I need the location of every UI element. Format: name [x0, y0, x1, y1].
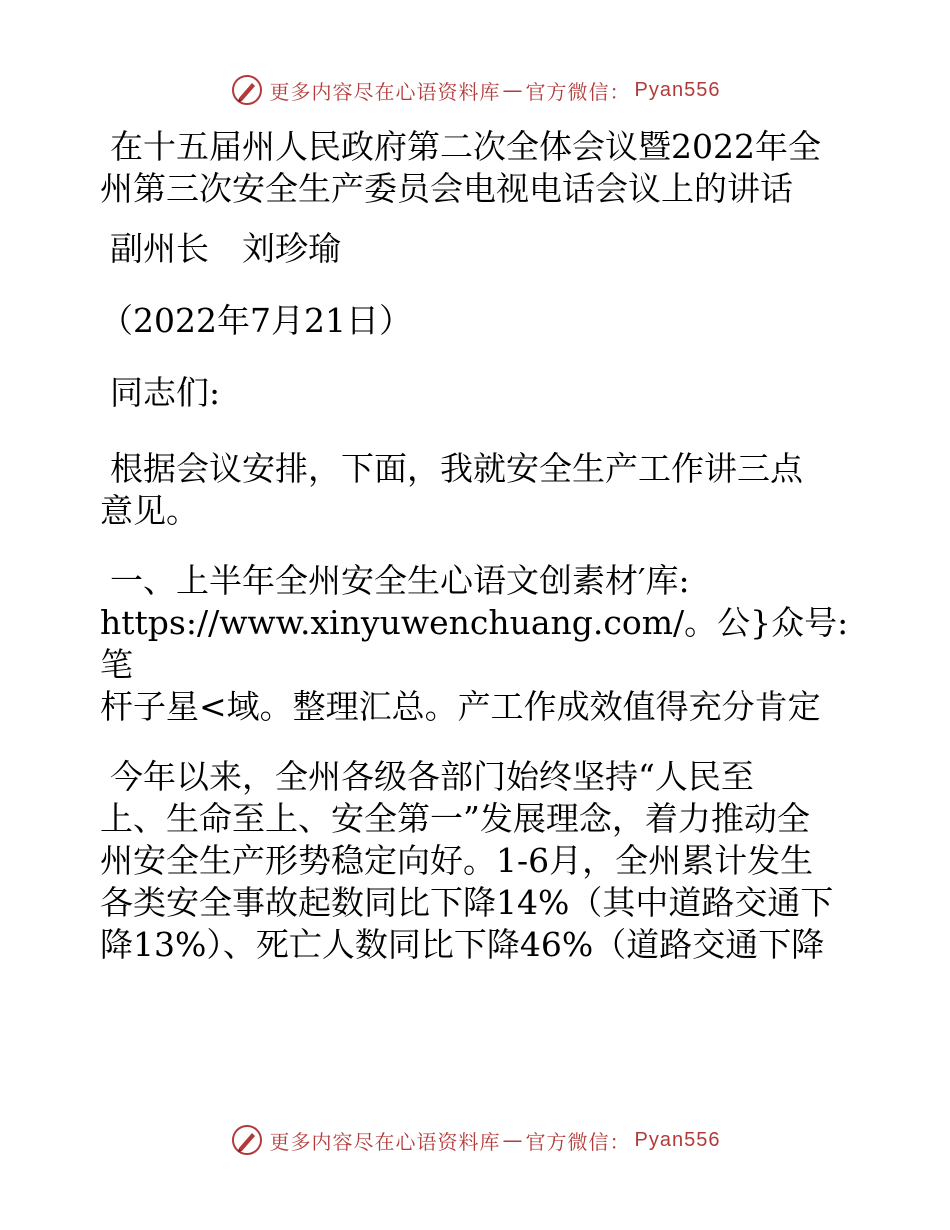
- watermark-wechat-id: Pyan556: [634, 78, 721, 101]
- watermark-header: [0, 70, 950, 110]
- paragraph-line: 一、上半年全州安全生心语文创素材′库:: [110, 561, 690, 600]
- watermark-wechat-id: Pyan556: [634, 1128, 721, 1151]
- greeting: 同志们:: [110, 373, 221, 412]
- watermark-footer: [0, 1120, 950, 1160]
- document-title: [100, 126, 850, 210]
- paragraph-line: 今年以来，全州各级各部门始终坚持“人民至: [110, 757, 754, 796]
- watermark-text: 更多内容尽在心语资料库: [269, 1129, 501, 1154]
- paragraph-line: 各类安全事故起数同比下降14%（其中道路交通下: [100, 883, 834, 922]
- paragraph-line: 上、生命至上、安全第一”发展理念，着力推动全: [100, 799, 810, 838]
- paragraph-line: 杆子星<域。整理汇总。产工作成效值得充分肯定: [100, 687, 821, 726]
- date-line: （2022年7月21日）: [100, 301, 412, 340]
- paragraph-line: 意见。: [100, 491, 199, 530]
- title-line: 州第三次安全生产委员会电视电话会议上的讲话: [100, 169, 793, 208]
- pen-logo-icon: [230, 73, 264, 107]
- watermark-separator: —: [502, 78, 524, 102]
- section-heading-1: [100, 560, 850, 728]
- paragraph-line: 根据会议安排，下面，我就安全生产工作讲三点: [110, 449, 803, 488]
- watermark-suffix: 官方微信：: [525, 1129, 631, 1154]
- speaker-line: 副州长 刘珍瑜: [110, 229, 341, 268]
- watermark-suffix: 官方微信：: [525, 79, 631, 104]
- body-paragraph: [100, 756, 850, 966]
- watermark-text: 更多内容尽在心语资料库: [269, 79, 501, 104]
- pen-logo-icon: [230, 1123, 264, 1157]
- paragraph-line: 降13%）、死亡人数同比下降46%（道路交通下降: [100, 925, 825, 964]
- title-line: 在十五届州人民政府第二次全体会议暨2022年全: [110, 127, 821, 166]
- intro-paragraph: [100, 448, 850, 532]
- paragraph-line: https://www.xinyuwenchuang.com/。公}众号: 笔: [100, 603, 849, 684]
- paragraph-line: 州安全生产形势稳定向好。1-6月，全州累计发生: [100, 841, 814, 880]
- document-body: [100, 126, 850, 966]
- watermark-separator: —: [502, 1128, 524, 1152]
